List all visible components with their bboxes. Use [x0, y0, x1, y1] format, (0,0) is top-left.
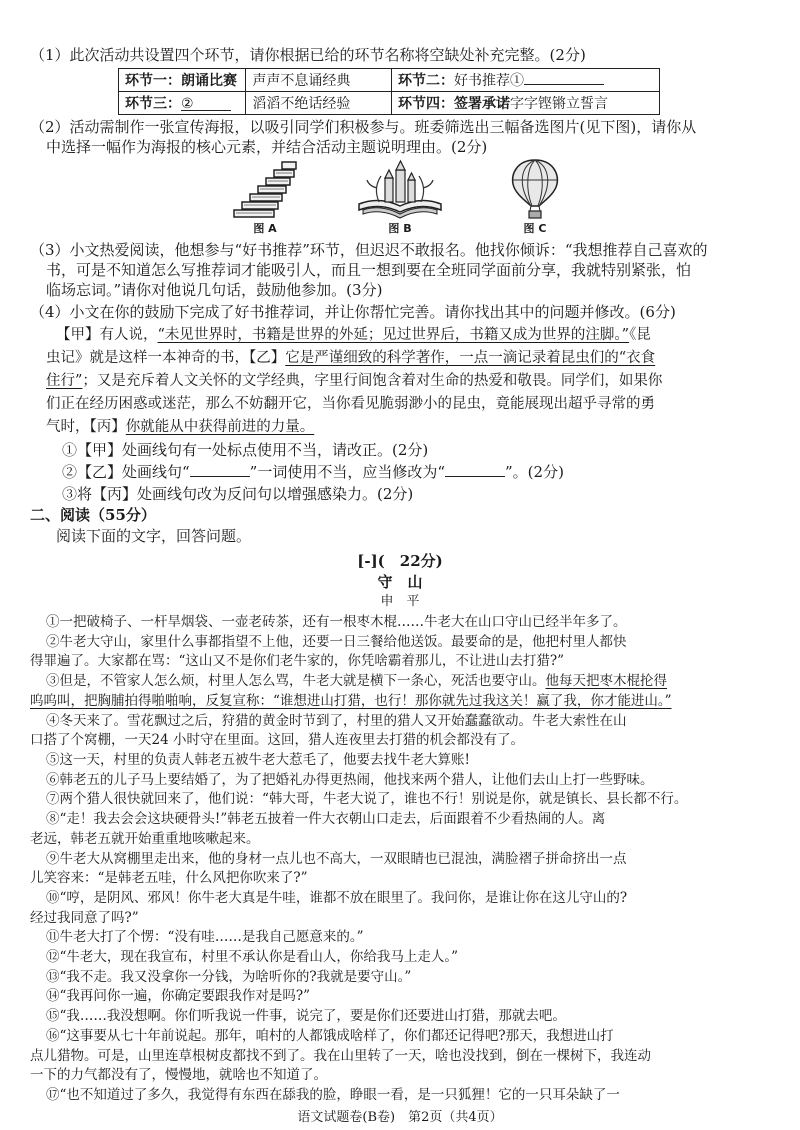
- figure-a[interactable]: [220, 158, 310, 238]
- story-line: 得罪遍了。大家都在骂：“这山又不是你们老牛家的，你凭啥霸着那儿，不让进山去打猎?”: [30, 653, 565, 669]
- figure-b-caption: 图 B: [388, 222, 412, 235]
- stage3-desc: 滔滔不绝话经验: [246, 92, 392, 115]
- q3-line3: 临场忘词。”请你对他说几句话，鼓励他参加。(3分): [46, 281, 383, 299]
- story-line: ②牛老大守山，家里什么事都指望不上他，还要一日三餐给他送饭。最要命的是，他把村里人都快: [46, 634, 627, 650]
- q4-sub2-a: ②【乙】处画线句“: [62, 463, 190, 481]
- q4-para-line3: [46, 371, 662, 391]
- stage2-answer-blank[interactable]: [524, 70, 604, 85]
- q4-sub2: [62, 462, 564, 482]
- stage4-desc: 字字铿锵立誓言: [510, 96, 609, 112]
- story-line: 儿笑容来：“是韩老五哇，什么风把你吹来了?”: [30, 870, 308, 886]
- part1-header: [-]( 22分): [357, 552, 443, 570]
- figure-a-caption: 图 A: [253, 222, 277, 235]
- figure-c[interactable]: [490, 158, 580, 238]
- q4-para-line3-text: ；又是充斥着人文关怀的文学经典，字里行间饱含着对生命的热爱和敬畏。同学们，如果你: [82, 373, 663, 389]
- q3-line2: 书，可是不知道怎么写推荐词才能吸引人，而且一想到要在全班同学面前分享，我就特别紧张，怕: [46, 261, 692, 279]
- story-line: 老远，韩老五就开始重重地咳嗽起来。: [30, 831, 260, 847]
- stage2-cell: [392, 69, 660, 92]
- stage4-name: 环节四：签署承诺: [398, 96, 511, 112]
- story-line: 一下的力气都没有了，慢慢地，就啥也不知道了。: [30, 1067, 327, 1083]
- jia-label: 【甲】有人说，: [56, 327, 158, 343]
- story-author: 申 平: [380, 594, 420, 609]
- story-line: 点儿猎物。可是，山里连草根树皮都找不到了。我在山里转了一天，啥也没找到，倒在一棵树下，我连动: [30, 1048, 651, 1064]
- q4-sub2-blank-word[interactable]: [190, 462, 250, 477]
- q4-para-line1: [56, 325, 651, 345]
- story-line: [46, 672, 667, 690]
- story-line-underlined: 呜呜叫，把胸脯拍得啪啪响，反复宣称：“谁想进山打猎，也行！那你就先过我这关！赢了我，你才能进山。”: [30, 693, 672, 709]
- bing-label: 气时，【丙】: [46, 419, 126, 435]
- story-line: ⑯“这事要从七十年前说起。那年，咱村的人都饿成啥样了，你们都还记得吧?那天，我想进山打: [46, 1028, 614, 1044]
- page-footer: 语文试题卷(B卷) 第2页（共4页）: [297, 1110, 503, 1125]
- story-line: ①一把破椅子、一杆旱烟袋、一壶老砖茶，还有一根枣木棍……牛老大在山口守山已经半年多了。: [46, 614, 627, 630]
- stages-table: [118, 68, 660, 115]
- q2-line1: （2）活动需制作一张宣传海报，以吸引同学们积极参与。班委筛选出三幅备选图片(见下图)，请你从: [30, 118, 697, 136]
- story-line: ⑪牛老大打了个愣：“没有哇……是我自己愿意来的。”: [46, 929, 364, 945]
- jia-underlined-sentence: “未见世界时，书籍是世界的外延；见过世界后，书籍又成为世界的注脚。”: [157, 327, 630, 343]
- stage3-cell: [119, 92, 246, 115]
- story-text: ③但是，不管家人怎么烦，村里人怎么骂，牛老大就是横下一条心，死活也要守山。: [46, 673, 546, 689]
- yi-label: 虫记》就是这样一本神奇的书，【乙】: [46, 350, 286, 366]
- story-line: ⑨牛老大从窝棚里走出来，他的身材一点儿也不高大，一双眼睛也已混浊，满脸褶子拼命挤出一点: [46, 851, 627, 867]
- section2-title: 二、阅读（55分）: [30, 506, 156, 524]
- stage3-name: 环节三：: [125, 96, 181, 112]
- q4-sub3: ③将【丙】处画线句改为反问句以增强感染力。(2分): [62, 485, 414, 503]
- q2-line2: 中选择一幅作为海报的核心元素，并结合活动主题说明理由。(2分): [46, 138, 488, 156]
- story-line: 口搭了个窝棚，一天24 小时守在里面。这回，猎人连夜里去打猎的机会都没有了。: [30, 732, 524, 748]
- story-line: ⑬“我不走。我又没拿你一分钱，为啥听你的?我就是要守山。”: [46, 969, 412, 985]
- section2-intro: 阅读下面的文字，回答问题。: [56, 527, 252, 545]
- poster-figures: [220, 158, 580, 238]
- figure-c-caption: 图 C: [523, 222, 547, 235]
- hot-air-balloon-icon: [505, 158, 565, 220]
- open-book-castle-icon: [355, 158, 445, 220]
- q4-sub1: ①【甲】处画线句有一处标点使用不当，请改正。(2分): [62, 441, 429, 459]
- story-title: 守 山: [377, 573, 423, 591]
- story-line: ⑭“我再问你一遍，你确定要跟我作对是吗?”: [46, 988, 311, 1004]
- story-line: ⑰“也不知道过了多久，我觉得有东西在舔我的脸，睁眼一看，是一只狐狸！它的一只耳朵缺了一: [46, 1087, 620, 1103]
- jia-tail: 《昆: [629, 327, 651, 343]
- yi-underlined-sentence: 它是严谨细致的科学著作，一点一滴记录着昆虫们的“衣食: [285, 350, 656, 366]
- stage2-desc: 好书推荐①: [454, 73, 525, 89]
- bing-underlined-sentence: 你就能从中获得前进的力量。: [125, 419, 315, 435]
- stage3-answer-blank[interactable]: [181, 96, 231, 111]
- story-line: ④冬天来了。雪花飘过之后，狩猎的黄金时节到了，村里的猎人又开始蠢蠢欲动。牛老大索性在山: [46, 713, 627, 729]
- story-line: 经过我同意了吗?”: [30, 910, 139, 926]
- q4-line1: （4）小文在你的鼓励下完成了好书推荐词，并让你帮忙完善。请你找出其中的问题并修改。(6分): [30, 303, 676, 321]
- q4-para-line4: 们正在经历困惑或迷茫，那么不妨翻开它，当你看见脆弱渺小的昆虫，竟能展现出超乎寻常的勇: [46, 396, 655, 412]
- story-line: ⑩“哼，是阴风、邪风！你牛老大真是牛哇，谁都不放在眼里了。我问你，是谁让你在这儿守山的?: [46, 890, 628, 906]
- q1-text: （1）此次活动共设置四个环节，请你根据已给的环节名称将空缺处补充完整。(2分): [30, 46, 586, 64]
- story-underlined-text: 他每天把枣木棍抡得: [545, 673, 667, 689]
- story-line: ⑫“牛老大，现在我宣布，村里不承认你是看山人，你给我马上走人。”: [46, 949, 459, 965]
- story-line: ⑥韩老五的儿子马上要结婚了，为了把婚礼办得更热闹，他找来两个猎人，让他们去山上打一些野味。: [46, 772, 654, 788]
- figure-b[interactable]: [355, 158, 445, 238]
- stage1-name: 环节一：朗诵比赛: [119, 69, 246, 92]
- stage2-name: 环节二：: [398, 73, 455, 89]
- q4-para-line5: [46, 417, 314, 437]
- q4-para-line2: [46, 348, 655, 368]
- q3-line1: （3）小文热爱阅读，他想参与“好书推荐”环节，但迟迟不敢报名。他找你倾诉：“我想推荐自己喜欢的: [30, 241, 708, 259]
- yi-underlined-tail: 住行”: [46, 373, 83, 389]
- stage4-cell: [392, 92, 660, 115]
- q4-sub2-c: ”。(2分): [505, 463, 564, 481]
- story-line: ⑧“走！我去会会这块硬骨头!”韩老五披着一件大衣朝山口走去，后面跟着不少看热闹的人。离: [46, 811, 606, 827]
- q4-sub2-b: ”一词使用不当，应当修改为“: [249, 463, 446, 481]
- story-line: ⑦两个猎人很快就回来了，他们说：“韩大哥，牛老大说了，谁也不行！别说是你，就是镇长、县长都不行。: [46, 791, 688, 807]
- story-line: ⑤这一天，村里的负责人韩老五被牛老大惹毛了，他要去找牛老大算账!: [46, 752, 470, 768]
- stage1-desc: 声声不息诵经典: [246, 69, 392, 92]
- stage3-blank-marker: ②: [181, 96, 194, 112]
- book-stairs-icon: [230, 158, 300, 220]
- story-line: ⑮“我……我没想啊。你们听我说一件事，说完了，要是你们还要进山打猎，那就去吧。: [46, 1008, 566, 1024]
- q4-sub2-blank-fix[interactable]: [445, 462, 505, 477]
